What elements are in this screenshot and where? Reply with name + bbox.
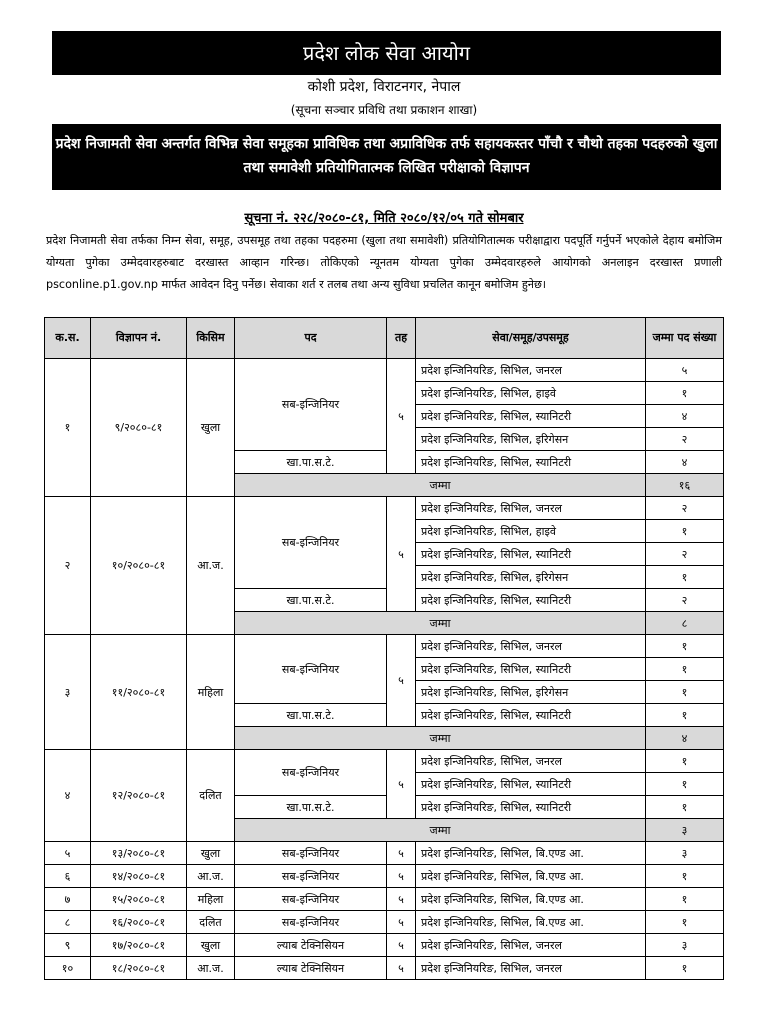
ad-number-cell: ९/२०८०-८१ — [91, 359, 187, 497]
level-cell: ५ — [387, 359, 416, 474]
level-cell: ५ — [387, 865, 416, 888]
type-cell: खुला — [187, 359, 235, 497]
service-cell: प्रदेश इन्जिनियरिङ, सिभिल, स्यानिटरी — [416, 451, 646, 474]
table-row — [45, 750, 724, 773]
count-cell: १ — [646, 658, 724, 681]
service-cell: प्रदेश इन्जिनियरिङ, सिभिल, स्यानिटरी — [416, 658, 646, 681]
service-cell: प्रदेश इन्जिनियरिङ, सिभिल, जनरल — [416, 497, 646, 520]
header-serial: क.स. — [45, 318, 91, 359]
type-cell: खुला — [187, 934, 235, 957]
service-cell: प्रदेश इन्जिनियरिङ, सिभिल, स्यानिटरी — [416, 773, 646, 796]
post-cell: खा.पा.स.टे. — [235, 704, 387, 727]
type-cell: आ.ज. — [187, 865, 235, 888]
location-line: कोशी प्रदेश, विराटनगर, नेपाल — [307, 79, 461, 95]
table-header-row — [45, 318, 724, 359]
type-cell: महिला — [187, 635, 235, 750]
service-cell: प्रदेश इन्जिनियरिङ, सिभिल, स्यानिटरी — [416, 543, 646, 566]
organization-name: प्रदेश लोक सेवा आयोग — [302, 41, 471, 65]
count-cell: १ — [646, 796, 724, 819]
service-cell: प्रदेश इन्जिनियरिङ, सिभिल, बि.एण्ड आ. — [416, 888, 646, 911]
level-cell: ५ — [387, 635, 416, 727]
level-cell: ५ — [387, 842, 416, 865]
total-label-cell: जम्मा — [235, 612, 646, 635]
count-cell: १ — [646, 520, 724, 543]
service-cell: प्रदेश इन्जिनियरिङ, सिभिल, इरिगेसन — [416, 566, 646, 589]
post-cell: सब-इन्जिनियर — [235, 888, 387, 911]
count-cell: १ — [646, 566, 724, 589]
table-row — [45, 497, 724, 520]
service-cell: प्रदेश इन्जिनियरिङ, सिभिल, जनरल — [416, 359, 646, 382]
post-cell: खा.पा.स.टे. — [235, 451, 387, 474]
serial-cell: ९ — [45, 934, 91, 957]
table-row — [45, 934, 724, 957]
service-cell: प्रदेश इन्जिनियरिङ, सिभिल, स्यानिटरी — [416, 589, 646, 612]
table-row — [45, 359, 724, 382]
table-row — [45, 865, 724, 888]
count-cell: २ — [646, 497, 724, 520]
serial-cell: ६ — [45, 865, 91, 888]
service-cell: प्रदेश इन्जिनियरिङ, सिभिल, जनरल — [416, 957, 646, 980]
organization-title-banner — [52, 31, 721, 75]
ad-number-cell: १३/२०८०-८१ — [91, 842, 187, 865]
count-cell: १ — [646, 865, 724, 888]
service-cell: प्रदेश इन्जिनियरिङ, सिभिल, हाइवे — [416, 520, 646, 543]
service-cell: प्रदेश इन्जिनियरिङ, सिभिल, स्यानिटरी — [416, 704, 646, 727]
ad-number-cell: ११/२०८०-८१ — [91, 635, 187, 750]
table-row — [45, 842, 724, 865]
count-cell: १ — [646, 773, 724, 796]
count-cell: ५ — [646, 359, 724, 382]
count-cell: १ — [646, 750, 724, 773]
service-cell: प्रदेश इन्जिनियरिङ, सिभिल, बि.एण्ड आ. — [416, 911, 646, 934]
serial-cell: ५ — [45, 842, 91, 865]
type-cell: दलित — [187, 750, 235, 842]
type-cell: महिला — [187, 888, 235, 911]
serial-cell: ८ — [45, 911, 91, 934]
service-cell: प्रदेश इन्जिनियरिङ, सिभिल, हाइवे — [416, 382, 646, 405]
ad-number-cell: १४/२०८०-८१ — [91, 865, 187, 888]
service-cell: प्रदेश इन्जिनियरिङ, सिभिल, इरिगेसन — [416, 681, 646, 704]
notice-number: सूचना नं. २२८/२०८०-८१, मिति २०८०/१२/०५ गते सोमबार — [244, 211, 524, 226]
post-cell: खा.पा.स.टे. — [235, 796, 387, 819]
table-body — [45, 359, 724, 980]
service-cell: प्रदेश इन्जिनियरिङ, सिभिल, जनरल — [416, 934, 646, 957]
post-cell: सब-इन्जिनियर — [235, 842, 387, 865]
service-cell: प्रदेश इन्जिनियरिङ, सिभिल, स्यानिटरी — [416, 405, 646, 428]
ad-number-cell: १६/२०८०-८१ — [91, 911, 187, 934]
count-cell: ३ — [646, 934, 724, 957]
total-value-cell: १६ — [646, 474, 724, 497]
type-cell: आ.ज. — [187, 957, 235, 980]
serial-cell: ७ — [45, 888, 91, 911]
header-total-posts: जम्मा पद संख्या — [646, 318, 724, 359]
count-cell: ४ — [646, 451, 724, 474]
serial-cell: १ — [45, 359, 91, 497]
count-cell: ३ — [646, 842, 724, 865]
post-cell: सब-इन्जिनियर — [235, 359, 387, 451]
count-cell: १ — [646, 681, 724, 704]
count-cell: १ — [646, 957, 724, 980]
serial-cell: १० — [45, 957, 91, 980]
advertisement-title: प्रदेश निजामती सेवा अन्तर्गत विभिन्न सेवा समूहका प्राविधिक तथा अप्राविधिक तर्फ सहायकस्तर पाँचौ र चौथो तहका पदहरुको खुला तथा समावेशी प्रतियोगितात्मक लिखित परीक्षाको विज्ञापन — [55, 136, 718, 176]
ad-number-cell: १५/२०८०-८१ — [91, 888, 187, 911]
post-cell: सब-इन्जिनियर — [235, 865, 387, 888]
level-cell: ५ — [387, 497, 416, 612]
type-cell: दलित — [187, 911, 235, 934]
serial-cell: ३ — [45, 635, 91, 750]
header-level: तह — [387, 318, 416, 359]
service-cell: प्रदेश इन्जिनियरिङ, सिभिल, स्यानिटरी — [416, 796, 646, 819]
ad-number-cell: १७/२०८०-८१ — [91, 934, 187, 957]
header-service-group: सेवा/समूह/उपसमूह — [416, 318, 646, 359]
branch-line: (सूचना सञ्चार प्रविधि तथा प्रकाशन शाखा) — [290, 103, 478, 117]
post-cell: सब-इन्जिनियर — [235, 497, 387, 589]
level-cell: ५ — [387, 888, 416, 911]
service-cell: प्रदेश इन्जिनियरिङ, सिभिल, बि.एण्ड आ. — [416, 842, 646, 865]
post-cell: खा.पा.स.टे. — [235, 589, 387, 612]
table-row — [45, 957, 724, 980]
total-label-cell: जम्मा — [235, 727, 646, 750]
count-cell: ४ — [646, 405, 724, 428]
count-cell: १ — [646, 704, 724, 727]
total-value-cell: ३ — [646, 819, 724, 842]
total-value-cell: ८ — [646, 612, 724, 635]
post-cell: सब-इन्जिनियर — [235, 750, 387, 796]
level-cell: ५ — [387, 911, 416, 934]
serial-cell: २ — [45, 497, 91, 635]
post-cell: ल्याब टेक्निसियन — [235, 934, 387, 957]
post-cell: सब-इन्जिनियर — [235, 911, 387, 934]
count-cell: १ — [646, 911, 724, 934]
header-post: पद — [235, 318, 387, 359]
ad-number-cell: १८/२०८०-८१ — [91, 957, 187, 980]
total-label-cell: जम्मा — [235, 819, 646, 842]
intro-paragraph: प्रदेश निजामती सेवा तर्फका निम्न सेवा, समूह, उपसमूह तथा तहका पदहरुमा (खुला तथा समावेशी) प्रतियोगितात्मक परीक्षाद्वारा पदपूर्ति गर्नुपर्ने भएकोले देहाय बमोजिम योग्यता पुगेका उम्मेदवारहरुबाट दरखास्त आव्हान गरिन्छ। तोकिएको न्यूनतम योग्यता पुगेका उम्मेदवारहरुले आयोगको अनलाइन दरखास्त प्रणाली psconline.p1.gov.np मार्फत आवेदन दिनु पर्नेछ। सेवाका शर्त र तलब तथा अन्य सुविधा प्रचलित कानून बमोजिम हुनेछ। — [46, 234, 722, 291]
count-cell: २ — [646, 543, 724, 566]
count-cell: २ — [646, 589, 724, 612]
count-cell: १ — [646, 888, 724, 911]
post-cell: ल्याब टेक्निसियन — [235, 957, 387, 980]
serial-cell: ४ — [45, 750, 91, 842]
type-cell: खुला — [187, 842, 235, 865]
count-cell: १ — [646, 382, 724, 405]
service-cell: प्रदेश इन्जिनियरिङ, सिभिल, जनरल — [416, 635, 646, 658]
table-row — [45, 911, 724, 934]
total-label-cell: जम्मा — [235, 474, 646, 497]
total-value-cell: ४ — [646, 727, 724, 750]
ad-number-cell: १०/२०८०-८१ — [91, 497, 187, 635]
vacancy-table — [44, 317, 724, 980]
count-cell: १ — [646, 635, 724, 658]
table-row — [45, 888, 724, 911]
post-cell: सब-इन्जिनियर — [235, 635, 387, 704]
service-cell: प्रदेश इन्जिनियरिङ, सिभिल, जनरल — [416, 750, 646, 773]
header-ad-number: विज्ञापन नं. — [91, 318, 187, 359]
service-cell: प्रदेश इन्जिनियरिङ, सिभिल, इरिगेसन — [416, 428, 646, 451]
type-cell: आ.ज. — [187, 497, 235, 635]
level-cell: ५ — [387, 750, 416, 819]
advertisement-title-banner — [52, 124, 721, 190]
service-cell: प्रदेश इन्जिनियरिङ, सिभिल, बि.एण्ड आ. — [416, 865, 646, 888]
table-row — [45, 635, 724, 658]
ad-number-cell: १२/२०८०-८१ — [91, 750, 187, 842]
level-cell: ५ — [387, 957, 416, 980]
header-type: किसिम — [187, 318, 235, 359]
level-cell: ५ — [387, 934, 416, 957]
count-cell: २ — [646, 428, 724, 451]
